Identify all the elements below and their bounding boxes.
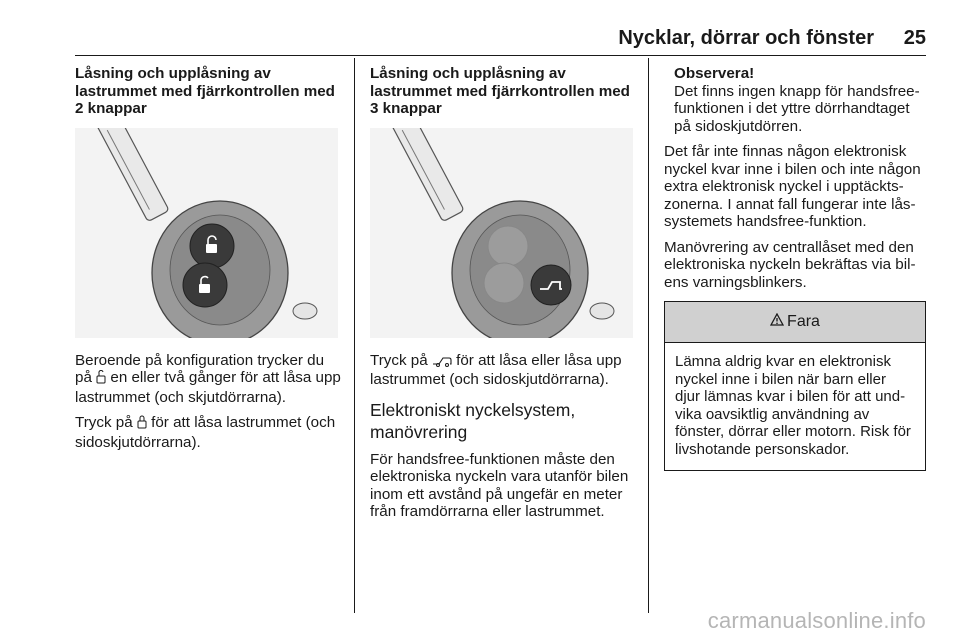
column-2 [370, 65, 638, 529]
paragraph-van-text-b: för att låsa eller låsa upp lastrummet (och sidoskjutdörrarna). [370, 351, 622, 388]
page-number: 25 [903, 27, 926, 49]
danger-text: Lämna aldrig kvar en elektronisk nyckel inne i bilen när barn eller djur lämnas kvar i bilen för att undvika oavsiktlig användning av fönster, dörrar eller motorn. Risk för livshotande personskador. [675, 353, 911, 458]
paragraph-detection: Det får inte finnas någon elektronisk nyckel kvar inne i bilen och inte någon extra elektronisk nyckel i upptäcktszonerna. I annat fall fungerar inte låssystemets handsfree-funktion. [664, 143, 921, 230]
paragraph-central-lock: Manövrering av centrallåset med den elektroniska nyckeln bekräftas via bilens varningsblinkers. [664, 238, 916, 291]
paragraph-lock-text-b: för att låsa lastrummet (och sidoskjutdörrarna). [75, 414, 336, 451]
paragraph-van-button [370, 352, 638, 389]
column-3 [664, 65, 926, 471]
unlock-button-icon [96, 370, 106, 389]
paragraph-unlock [75, 352, 343, 407]
column-divider-2 [648, 58, 649, 613]
column-divider-1 [354, 58, 355, 613]
paragraph-lock-text-a: Tryck på [75, 414, 133, 431]
danger-label: Fara [787, 313, 820, 331]
paragraph-handsfree: För handsfree-funktionen måste den elektroniska nyckeln vara utanför bilen inom ett avstånd på ungefär en meter från framdörrarna eller lastrummet. [370, 450, 629, 520]
warning-triangle-icon [770, 313, 784, 331]
section-heading-3-buttons: Låsning och upplåsning av lastrummet med fjärrkontrollen med 3 knappar [370, 65, 630, 117]
note-text: Det finns ingen knapp för handsfree-funktionen i det yttre dörrhandtaget på sidoskjutdörren. [674, 82, 920, 135]
key-3-buttons-figure [370, 128, 633, 338]
key-2-buttons-figure [75, 128, 338, 338]
paragraph-unlock-text-a: Beroende på konfiguration trycker du på [75, 351, 325, 386]
danger-header [665, 302, 925, 343]
note-title: Observera! [674, 65, 755, 82]
paragraph-van-text-a: Tryck på [370, 351, 428, 369]
header-rule [75, 55, 926, 56]
watermark: carmanualsonline.info [707, 608, 926, 633]
section-heading-electronic-key: Elektroniskt nyckelsystem, manövrering [370, 399, 576, 442]
lock-button-icon [137, 415, 147, 434]
header-title: Nycklar, dörrar och fönster [618, 27, 874, 49]
paragraph-unlock-text-b: en eller två gånger för att låsa upp lastrummet (och skjutdörrarna). [75, 369, 341, 406]
note-block [664, 65, 926, 135]
paragraph-lock [75, 414, 343, 451]
van-cargo-icon [432, 354, 452, 372]
danger-box [664, 301, 926, 471]
column-1 [75, 65, 343, 459]
section-heading-2-buttons: Låsning och upplåsning av lastrummet med fjärrkontrollen med 2 knappar [75, 65, 335, 117]
